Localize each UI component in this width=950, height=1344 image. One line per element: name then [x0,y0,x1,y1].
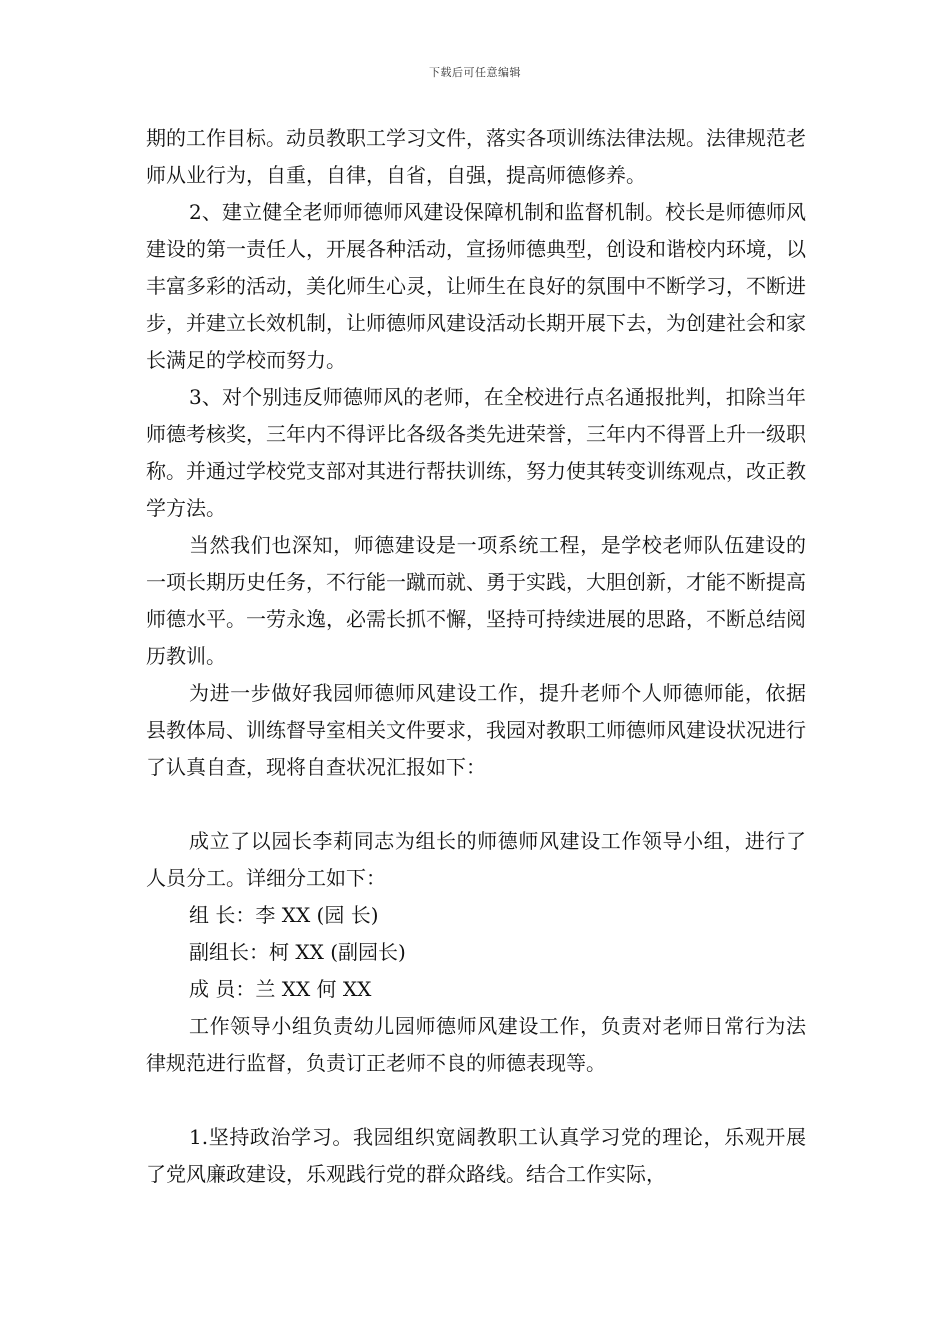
paragraph-leadership-group: 成立了以园长李莉同志为组长的师德师风建设工作领导小组，进行了人员分工。详细分工如下： [146,829,806,890]
paragraph-intro: 为进一步做好我园师德师风建设工作，提升老师个人师德师能，依据县教体局、训练督导室相关文件要求，我园对教职工师德师风建设状况进行了认真自查，现将自查状况汇报如下： [146,681,806,779]
document-body [146,120,806,1193]
member-members: 成 员：兰 XX 何 XX [189,977,372,1001]
page-header-note: 下载后可任意编辑 [429,66,521,79]
member-deputy-leader: 副组长：柯 XX (副园长) [189,940,406,964]
section-gap [146,786,806,823]
paragraph-conclusion: 当然我们也深知，师德建设是一项系统工程，是学校老师队伍建设的一项长期历史任务，不行能一蹴而就、勇于实践，大胆创新，才能不断提高师德水平。一劳永逸，必需长抓不懈，坚持可持续进展的思路，不断总结阅历教训。 [146,533,806,668]
section-gap [146,1082,806,1119]
paragraph-item-3: 3、对个别违反师德师风的老师，在全校进行点名通报批判，扣除当年师德考核奖，三年内不得评比各级各类先进荣誉，三年内不得晋上升一级职称。并通过学校党支部对其进行帮扶训练，努力使其转变训练观点，改正教学方法。 [146,385,806,520]
member-leader: 组 长：李 XX (园 长) [189,903,379,927]
paragraph-item-2: 2、建立健全老师师德师风建设保障机制和监督机制。校长是师德师风建设的第一责任人，开展各种活动，宣扬师德典型，创设和谐校内环境，以丰富多彩的活动，美化师生心灵，让师生在良好的氛围中不断学习，不断进步，并建立长效机制，让师德师风建设活动长期开展下去，为创建社会和家长满足的学校而努力。 [146,200,806,372]
paragraph-political-study: 1.坚持政治学习。我园组织宽阔教职工认真学习党的理论，乐观开展了党风廉政建设，乐观践行党的群众路线。结合工作实际， [146,1125,806,1186]
paragraph-continuation: 期的工作目标。动员教职工学习文件，落实各项训练法律法规。法律规范老师从业行为，自重，自律，自省，自强，提高师德修养。 [146,126,806,187]
paragraph-group-duties: 工作领导小组负责幼儿园师德师风建设工作，负责对老师日常行为法律规范进行监督，负责订正老师不良的师德表现等。 [146,1014,806,1075]
